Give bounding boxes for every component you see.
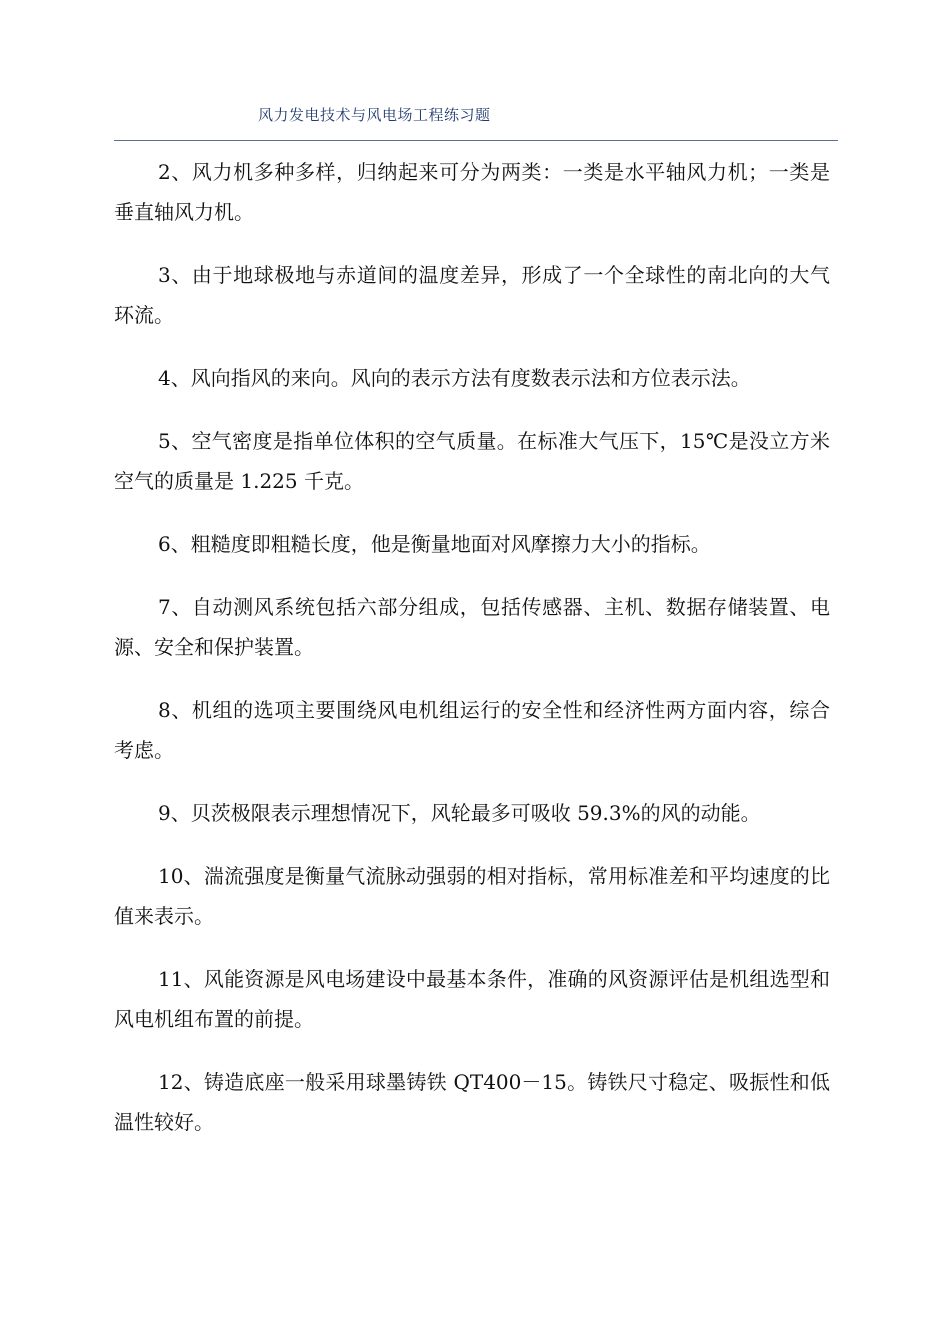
header-divider	[114, 140, 838, 141]
paragraph-item-9: 9、贝茨极限表示理想情况下，风轮最多可吸收 59.3%的风的动能。	[158, 801, 761, 825]
paragraph-item-3: 3、由于地球极地与赤道间的温度差异，形成了一个全球性的南北向的大气环流。	[114, 263, 830, 327]
paragraph-item-12: 12、铸造底座一般采用球墨铸铁 QT400－15。铸铁尺寸稳定、吸振性和低温性较好。	[114, 1070, 830, 1134]
paragraph-item-6: 6、粗糙度即粗糙长度，他是衡量地面对风摩擦力大小的指标。	[158, 532, 711, 556]
document-body	[114, 152, 830, 1165]
paragraph-item-5: 5、空气密度是指单位体积的空气质量。在标准大气压下，15℃是没立方米空气的质量是 1.225 千克。	[114, 429, 830, 493]
paragraph-item-4: 4、风向指风的来向。风向的表示方法有度数表示法和方位表示法。	[158, 366, 751, 390]
paragraph-item-11: 11、风能资源是风电场建设中最基本条件，准确的风资源评估是机组选型和风电机组布置的前提。	[114, 967, 830, 1031]
page-header-title: 风力发电技术与风电场工程练习题	[258, 106, 491, 124]
paragraph-item-7: 7、自动测风系统包括六部分组成，包括传感器、主机、数据存储装置、电源、安全和保护装置。	[114, 595, 830, 659]
paragraph-item-2: 2、风力机多种多样，归纳起来可分为两类：一类是水平轴风力机；一类是垂直轴风力机。	[114, 160, 830, 224]
paragraph-item-8: 8、机组的选项主要围绕风电机组运行的安全性和经济性两方面内容，综合考虑。	[114, 698, 830, 762]
paragraph-item-10: 10、湍流强度是衡量气流脉动强弱的相对指标，常用标准差和平均速度的比值来表示。	[114, 864, 830, 928]
